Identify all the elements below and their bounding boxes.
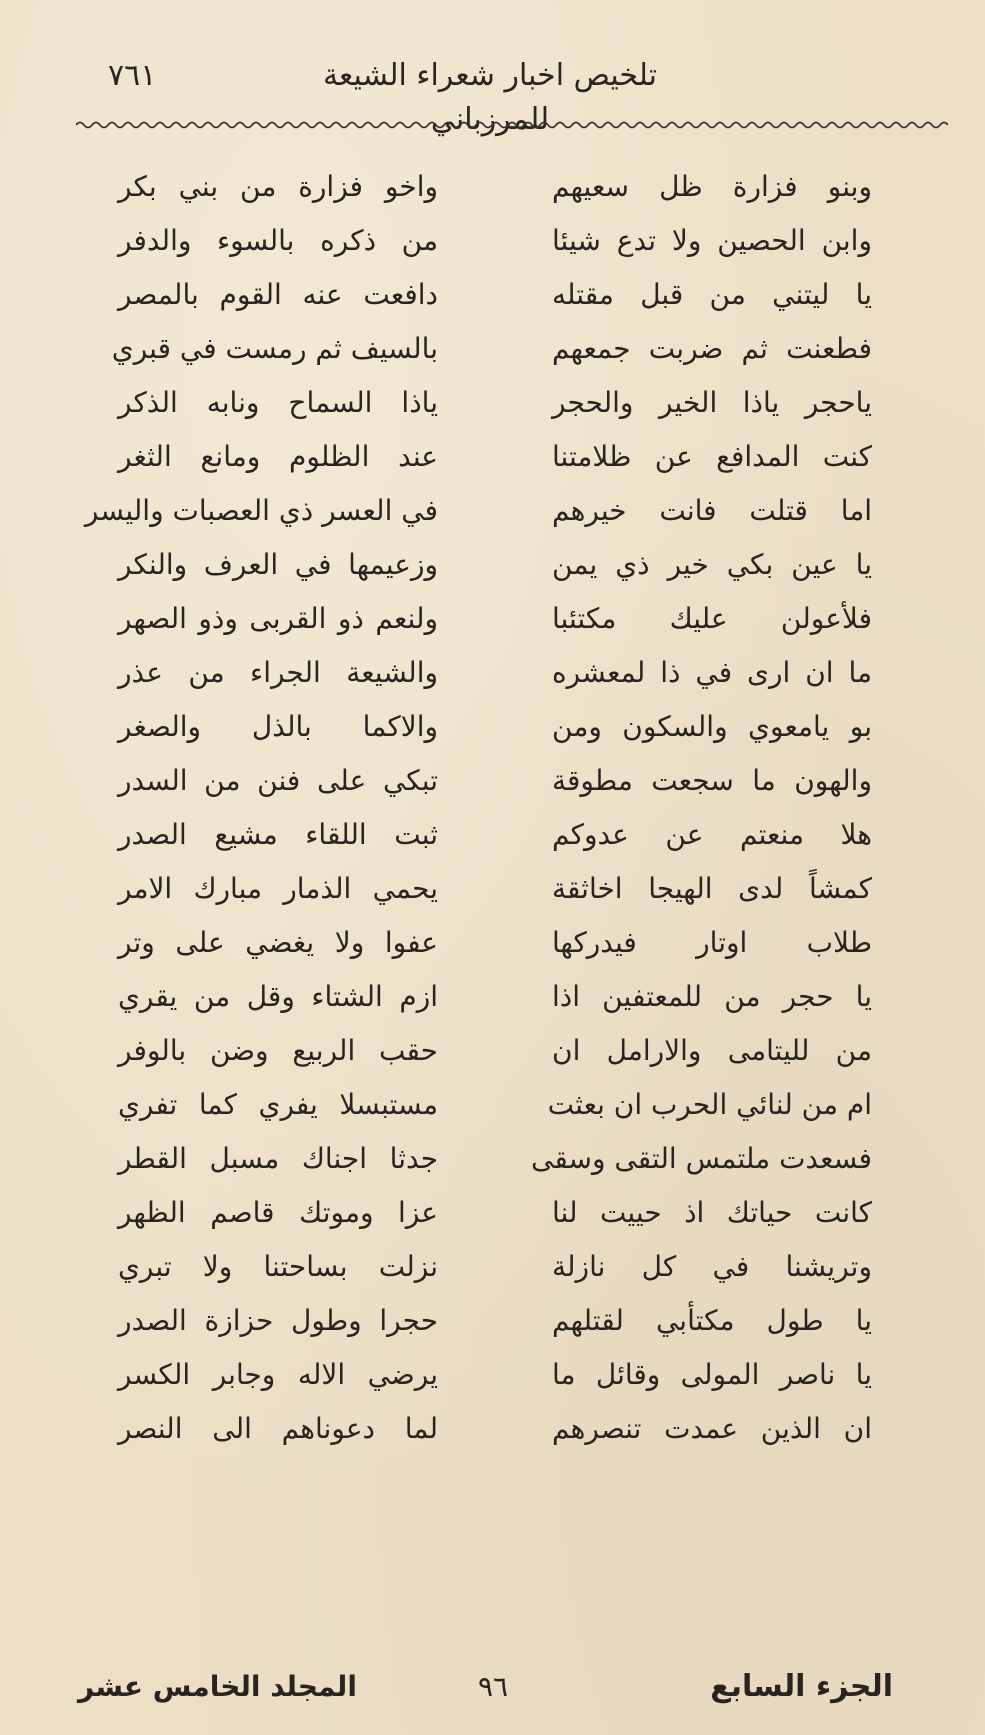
verse-line: عزا وموتك قاصم الظهر <box>118 1196 438 1229</box>
verse-line: اما قتلت فانت خيرهم <box>552 494 872 527</box>
verse-line: وزعيمها في العرف والنكر <box>118 548 438 581</box>
verse-line: جدثا اجناك مسبل القطر <box>118 1142 438 1175</box>
verse-line: هلا منعتم عن عدوكم <box>552 818 872 851</box>
verse-line: فطعنت ثم ضربت جمعهم <box>552 332 872 365</box>
verse-line: والشيعة الجراء من عذر <box>118 656 438 689</box>
verse-line: يا حجر من للمعتفين اذا <box>552 980 872 1013</box>
verse-line: بالسيف ثم رمست في قبري <box>111 332 438 365</box>
verse-line: حقب الربيع وضن بالوفر <box>118 1034 438 1067</box>
verse-line: عفوا ولا يغضي على وتر <box>118 926 438 959</box>
verse-line: تبكي على فنن من السدر <box>118 764 438 797</box>
verse-line: والاكما بالذل والصغر <box>118 710 438 743</box>
verse-line: طلاب اوتار فيدركها <box>552 926 872 959</box>
verse-line: يا ليتني من قبل مقتله <box>552 278 872 311</box>
verse-line: ما ان ارى في ذا لمعشره <box>552 656 872 689</box>
verse-line: ام من لنائي الحرب ان بعثت <box>547 1088 872 1121</box>
verse-line: نزلت بساحتنا ولا تبري <box>118 1250 438 1283</box>
verse-line: يرضي الاله وجابر الكسر <box>118 1358 438 1391</box>
wavy-divider <box>76 118 948 132</box>
verse-line: ولنعم ذو القربى وذو الصهر <box>118 602 438 635</box>
verse-line: فسعدت ملتمس التقى وسقى <box>531 1142 872 1175</box>
verse-line: وبنو فزارة ظل سعيهم <box>552 170 872 203</box>
verse-line: كنت المدافع عن ظلامتنا <box>552 440 872 473</box>
verse-line: والهون ما سجعت مطوقة <box>552 764 872 797</box>
verse-line: مستبسلا يفري كما تفري <box>118 1088 438 1121</box>
running-head <box>0 48 985 137</box>
page-number: ٧٦١ <box>108 58 157 93</box>
verse-line: ثبت اللقاء مشيع الصدر <box>118 818 438 851</box>
verse-line: كانت حياتك اذ حييت لنا <box>552 1196 872 1229</box>
verse-line: من ذكره بالسوء والدفر <box>118 224 438 257</box>
verse-line: دافعت عنه القوم بالمصر <box>118 278 438 311</box>
page-footer <box>0 1665 985 1713</box>
verse-column-left <box>84 160 438 1456</box>
footer-volume-label: المجلد الخامس عشر <box>78 1670 357 1703</box>
verse-line: يحمي الذمار مبارك الامر <box>118 872 438 905</box>
verse-line: كمشاً لدى الهيجا اخاثقة <box>552 872 872 905</box>
verse-line: في العسر ذي العصبات واليسر <box>84 494 438 527</box>
verse-line: ياذا السماح ونابه الذكر <box>118 386 438 419</box>
verse-line: بو يامعوي والسكون ومن <box>552 710 872 743</box>
footer-page-number: ٩٦ <box>478 1670 509 1703</box>
verse-line: لما دعوناهم الى النصر <box>118 1412 438 1445</box>
verse-line: يا طول مكتأبي لقتلهم <box>552 1304 872 1337</box>
verse-line: ياحجر ياذا الخير والحجر <box>552 386 872 419</box>
verse-line: من لليتامى والارامل ان <box>552 1034 872 1067</box>
verse-line: عند الظلوم ومانع الثغر <box>118 440 438 473</box>
verse-line: حجرا وطول حزازة الصدر <box>118 1304 438 1337</box>
verse-line: وتريشنا في كل نازلة <box>552 1250 872 1283</box>
page-title: تلخيص اخبار شعراء الشيعة للمرزباني <box>322 58 658 137</box>
verse-column-right <box>531 160 872 1456</box>
verse-line: يا عين بكي خير ذي يمن <box>552 548 872 581</box>
verse-line: وابن الحصين ولا تدع شيئا <box>552 224 872 257</box>
verse-line: ان الذين عمدت تنصرهم <box>552 1412 872 1445</box>
verse-line: ازم الشتاء وقل من يقري <box>118 980 438 1013</box>
verse-line: فلأعولن عليك مكتئبا <box>552 602 872 635</box>
verse-line: يا ناصر المولى وقائل ما <box>552 1358 872 1391</box>
verse-line: واخو فزارة من بني بكر <box>118 170 438 203</box>
footer-part-label: الجزء السابع <box>710 1669 893 1704</box>
